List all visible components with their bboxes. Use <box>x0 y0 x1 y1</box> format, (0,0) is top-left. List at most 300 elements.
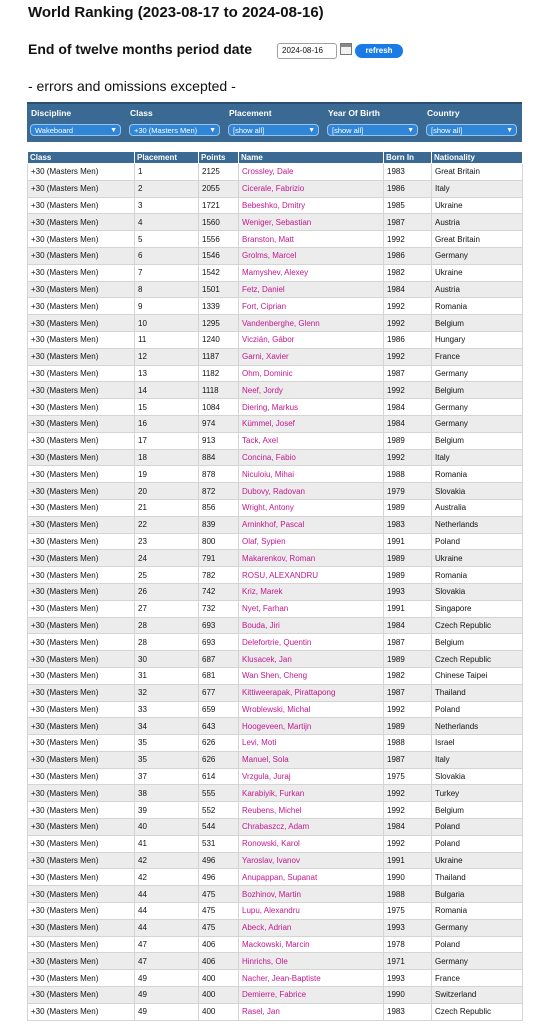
class-cell: +30 (Masters Men) <box>28 684 135 701</box>
points-cell: 1118 <box>199 382 239 399</box>
placement-cell: 7 <box>135 264 199 281</box>
placement-cell: 31 <box>135 667 199 684</box>
points-cell: 2055 <box>199 180 239 197</box>
nationality-cell: Italy <box>432 751 523 768</box>
class-cell: +30 (Masters Men) <box>28 634 135 651</box>
born-in-cell: 1984 <box>384 415 432 432</box>
points-cell: 643 <box>199 718 239 735</box>
table-header-row <box>28 152 523 164</box>
name-link[interactable]: Arninkhof, Pascal <box>239 516 384 533</box>
name-link[interactable]: Chrabaszcz, Adam <box>239 819 384 836</box>
table-row <box>28 987 523 1004</box>
born-in-cell: 1987 <box>384 751 432 768</box>
table-row <box>28 852 523 869</box>
class-select[interactable] <box>129 124 220 136</box>
points-cell: 884 <box>199 449 239 466</box>
nationality-cell: Australia <box>432 499 523 516</box>
class-cell: +30 (Masters Men) <box>28 298 135 315</box>
filter-label: Country <box>427 108 460 118</box>
class-cell: +30 (Masters Men) <box>28 382 135 399</box>
nationality-cell: Israel <box>432 735 523 752</box>
table-row <box>28 600 523 617</box>
name-link[interactable]: Bebeshko, Dmitry <box>239 197 384 214</box>
class-cell: +30 (Masters Men) <box>28 432 135 449</box>
nationality-cell: Switzerland <box>432 987 523 1004</box>
table-row <box>28 869 523 886</box>
name-link[interactable]: Anupappan, Supanat <box>239 869 384 886</box>
table-row <box>28 886 523 903</box>
name-link[interactable]: Hoogeveen, Martijn <box>239 718 384 735</box>
points-cell: 555 <box>199 785 239 802</box>
points-cell: 856 <box>199 499 239 516</box>
placement-cell: 44 <box>135 903 199 920</box>
name-link[interactable]: Viczián, Gábor <box>239 331 384 348</box>
table-row <box>28 583 523 600</box>
born-in-cell: 1992 <box>384 348 432 365</box>
born-in-cell: 1987 <box>384 684 432 701</box>
filter-label: Placement <box>229 108 272 118</box>
table-row <box>28 180 523 197</box>
table-row <box>28 768 523 785</box>
refresh-button[interactable]: refresh <box>355 44 403 58</box>
table-row <box>28 634 523 651</box>
nationality-cell: Poland <box>432 533 523 550</box>
nationality-cell: Romania <box>432 298 523 315</box>
points-cell: 693 <box>199 617 239 634</box>
born-in-cell: 1979 <box>384 483 432 500</box>
name-link[interactable]: Neef, Jordy <box>239 382 384 399</box>
born-in-cell: 1986 <box>384 180 432 197</box>
points-cell: 406 <box>199 953 239 970</box>
placement-cell: 20 <box>135 483 199 500</box>
placement-select[interactable] <box>228 124 319 136</box>
name-link[interactable]: Wright, Antony <box>239 499 384 516</box>
nationality-cell: Thailand <box>432 869 523 886</box>
class-cell: +30 (Masters Men) <box>28 399 135 416</box>
filter-label: Discipline <box>31 108 72 118</box>
points-cell: 659 <box>199 701 239 718</box>
filter-label: Class <box>130 108 153 118</box>
born-in-cell: 1987 <box>384 634 432 651</box>
select-value: [show all] <box>332 126 364 135</box>
nationality-cell: Czech Republic <box>432 651 523 668</box>
nationality-cell: Netherlands <box>432 516 523 533</box>
name-link[interactable]: Mamyshev, Alexey <box>239 264 384 281</box>
nationality-cell: Romania <box>432 567 523 584</box>
born-in-cell: 1992 <box>384 382 432 399</box>
nationality-cell: Turkey <box>432 785 523 802</box>
name-link[interactable]: Yaroslav, Ivanov <box>239 852 384 869</box>
name-link[interactable]: Fetz, Daniel <box>239 281 384 298</box>
placement-cell: 38 <box>135 785 199 802</box>
born-in-cell: 1991 <box>384 600 432 617</box>
placement-cell: 47 <box>135 936 199 953</box>
select-value: [show all] <box>233 126 265 135</box>
points-cell: 1546 <box>199 247 239 264</box>
name-link[interactable]: Ronowski, Karol <box>239 835 384 852</box>
name-link[interactable]: Hinrichs, Ole <box>239 953 384 970</box>
born-in-cell: 1971 <box>384 953 432 970</box>
nationality-cell: Poland <box>432 936 523 953</box>
nationality-cell: Ukraine <box>432 550 523 567</box>
born-in-cell: 1984 <box>384 281 432 298</box>
placement-cell: 1 <box>135 164 199 181</box>
born-in-cell: 1992 <box>384 785 432 802</box>
table-row <box>28 533 523 550</box>
class-cell: +30 (Masters Men) <box>28 231 135 248</box>
points-cell: 839 <box>199 516 239 533</box>
column-header-points[interactable]: Points <box>199 152 239 164</box>
table-row <box>28 331 523 348</box>
table-row <box>28 516 523 533</box>
class-cell: +30 (Masters Men) <box>28 936 135 953</box>
points-cell: 1560 <box>199 214 239 231</box>
class-cell: +30 (Masters Men) <box>28 667 135 684</box>
class-cell: +30 (Masters Men) <box>28 785 135 802</box>
born-in-cell: 1988 <box>384 886 432 903</box>
points-cell: 544 <box>199 819 239 836</box>
table-row <box>28 231 523 248</box>
born-in-cell: 1989 <box>384 499 432 516</box>
points-cell: 626 <box>199 735 239 752</box>
chevron-icon: ▼ <box>308 127 315 134</box>
class-cell: +30 (Masters Men) <box>28 768 135 785</box>
nationality-cell: Germany <box>432 415 523 432</box>
discipline-select[interactable] <box>30 124 121 136</box>
placement-cell: 27 <box>135 600 199 617</box>
table-row <box>28 214 523 231</box>
filter-class <box>130 108 153 118</box>
nationality-cell: Singapore <box>432 600 523 617</box>
table-row <box>28 936 523 953</box>
name-link[interactable]: Crossley, Dale <box>239 164 384 181</box>
nationality-cell: Bulgaria <box>432 886 523 903</box>
table-row <box>28 365 523 382</box>
class-cell: +30 (Masters Men) <box>28 802 135 819</box>
points-cell: 791 <box>199 550 239 567</box>
nationality-cell: Chinese Taipei <box>432 667 523 684</box>
errors-note: - errors and omissions excepted - <box>28 78 236 94</box>
table-row <box>28 701 523 718</box>
nationality-cell: Belgium <box>432 382 523 399</box>
nationality-cell: Great Britain <box>432 164 523 181</box>
points-cell: 1084 <box>199 399 239 416</box>
name-link[interactable]: Abeck, Adrian <box>239 919 384 936</box>
points-cell: 1187 <box>199 348 239 365</box>
name-link[interactable]: Kriz, Marek <box>239 583 384 600</box>
points-cell: 681 <box>199 667 239 684</box>
born-in-cell: 1984 <box>384 819 432 836</box>
name-link[interactable]: Garni, Xavier <box>239 348 384 365</box>
points-cell: 475 <box>199 886 239 903</box>
class-cell: +30 (Masters Men) <box>28 516 135 533</box>
class-cell: +30 (Masters Men) <box>28 751 135 768</box>
placement-cell: 4 <box>135 214 199 231</box>
placement-cell: 44 <box>135 886 199 903</box>
name-link[interactable]: Vrzgula, Juraj <box>239 768 384 785</box>
period-label: End of twelve months period date <box>28 41 253 57</box>
points-cell: 496 <box>199 852 239 869</box>
placement-cell: 2 <box>135 180 199 197</box>
nationality-cell: Italy <box>432 180 523 197</box>
class-cell: +30 (Masters Men) <box>28 331 135 348</box>
born-in-cell: 1989 <box>384 651 432 668</box>
nationality-cell: Ukraine <box>432 852 523 869</box>
nationality-cell: Germany <box>432 399 523 416</box>
table-row <box>28 819 523 836</box>
placement-cell: 18 <box>135 449 199 466</box>
chevron-icon: ▼ <box>407 127 414 134</box>
class-cell: +30 (Masters Men) <box>28 315 135 332</box>
column-header-born-in[interactable]: Born In <box>384 152 432 164</box>
points-cell: 626 <box>199 751 239 768</box>
placement-cell: 15 <box>135 399 199 416</box>
name-link[interactable]: Delefortrie, Quentin <box>239 634 384 651</box>
born-in-cell: 1982 <box>384 667 432 684</box>
table-row <box>28 466 523 483</box>
placement-cell: 35 <box>135 735 199 752</box>
points-cell: 742 <box>199 583 239 600</box>
name-link[interactable]: Olaf, Sypien <box>239 533 384 550</box>
born-in-cell: 1982 <box>384 264 432 281</box>
name-link[interactable]: Makarenkov, Roman <box>239 550 384 567</box>
name-link[interactable]: Manuel, Sola <box>239 751 384 768</box>
placement-cell: 19 <box>135 466 199 483</box>
table-row <box>28 802 523 819</box>
placement-cell: 24 <box>135 550 199 567</box>
points-cell: 782 <box>199 567 239 584</box>
placement-cell: 25 <box>135 567 199 584</box>
name-link[interactable]: Kümmel, Josef <box>239 415 384 432</box>
name-link[interactable]: Wroblewski, Michal <box>239 701 384 718</box>
class-cell: +30 (Masters Men) <box>28 869 135 886</box>
nationality-cell: Czech Republic <box>432 1003 523 1020</box>
name-link[interactable]: Niculoiu, Mihai <box>239 466 384 483</box>
column-header-name[interactable]: Name <box>239 152 384 164</box>
class-cell: +30 (Masters Men) <box>28 735 135 752</box>
placement-cell: 44 <box>135 919 199 936</box>
name-link[interactable]: Klusacek, Jan <box>239 651 384 668</box>
nationality-cell: Thailand <box>432 684 523 701</box>
points-cell: 400 <box>199 970 239 987</box>
filter-label: Year Of Birth <box>328 108 380 118</box>
placement-cell: 17 <box>135 432 199 449</box>
column-header-class[interactable]: Class <box>28 152 135 164</box>
period-date-input[interactable]: 2024-08-16 <box>277 43 337 59</box>
name-link[interactable]: Mackowski, Marcin <box>239 936 384 953</box>
nationality-cell: Belgium <box>432 432 523 449</box>
points-cell: 1721 <box>199 197 239 214</box>
table-row <box>28 835 523 852</box>
select-value: +30 (Masters Men) <box>134 126 198 135</box>
name-link[interactable]: Kittiweerapak, Pirattapong <box>239 684 384 701</box>
placement-cell: 3 <box>135 197 199 214</box>
name-link[interactable]: Weniger, Sebastian <box>239 214 384 231</box>
class-cell: +30 (Masters Men) <box>28 466 135 483</box>
born-in-cell: 1975 <box>384 768 432 785</box>
placement-cell: 30 <box>135 651 199 668</box>
name-link[interactable]: Lupu, Alexandru <box>239 903 384 920</box>
column-header-nationality[interactable]: Nationality <box>432 152 523 164</box>
name-link[interactable]: Wan Shen, Cheng <box>239 667 384 684</box>
placement-cell: 16 <box>135 415 199 432</box>
name-link[interactable]: Nacher, Jean-Baptiste <box>239 970 384 987</box>
points-cell: 677 <box>199 684 239 701</box>
table-row <box>28 298 523 315</box>
name-link[interactable]: Branston, Matt <box>239 231 384 248</box>
name-link[interactable]: ROSU, ALEXANDRU <box>239 567 384 584</box>
name-link[interactable]: Reubens, Michel <box>239 802 384 819</box>
name-link[interactable]: Nyet, Farhan <box>239 600 384 617</box>
nationality-cell: Italy <box>432 449 523 466</box>
name-link[interactable]: Bozhinov, Martin <box>239 886 384 903</box>
points-cell: 475 <box>199 903 239 920</box>
born-in-cell: 1986 <box>384 331 432 348</box>
class-cell: +30 (Masters Men) <box>28 819 135 836</box>
column-header-placement[interactable]: Placement <box>135 152 199 164</box>
born-in-cell: 1978 <box>384 936 432 953</box>
nationality-cell: Germany <box>432 919 523 936</box>
nationality-cell: Poland <box>432 819 523 836</box>
nationality-cell: Slovakia <box>432 583 523 600</box>
name-link[interactable]: Tack, Axel <box>239 432 384 449</box>
points-cell: 1295 <box>199 315 239 332</box>
points-cell: 552 <box>199 802 239 819</box>
nationality-cell: Belgium <box>432 315 523 332</box>
class-cell: +30 (Masters Men) <box>28 164 135 181</box>
name-link[interactable]: Vandenberghe, Glenn <box>239 315 384 332</box>
points-cell: 974 <box>199 415 239 432</box>
nationality-cell: Slovakia <box>432 483 523 500</box>
born-in-cell: 1984 <box>384 399 432 416</box>
placement-cell: 8 <box>135 281 199 298</box>
born-in-cell: 1993 <box>384 919 432 936</box>
table-row <box>28 919 523 936</box>
name-link[interactable]: Grolms, Marcel <box>239 247 384 264</box>
table-row <box>28 499 523 516</box>
placement-cell: 37 <box>135 768 199 785</box>
placement-cell: 28 <box>135 634 199 651</box>
born-in-cell: 1991 <box>384 533 432 550</box>
nationality-cell: Hungary <box>432 331 523 348</box>
nationality-cell: Ukraine <box>432 197 523 214</box>
placement-cell: 47 <box>135 953 199 970</box>
year-of-birth-select[interactable] <box>327 124 418 136</box>
points-cell: 475 <box>199 919 239 936</box>
table-row <box>28 567 523 584</box>
table-row <box>28 432 523 449</box>
points-cell: 913 <box>199 432 239 449</box>
class-cell: +30 (Masters Men) <box>28 583 135 600</box>
table-row <box>28 970 523 987</box>
placement-cell: 33 <box>135 701 199 718</box>
points-cell: 400 <box>199 1003 239 1020</box>
born-in-cell: 1993 <box>384 583 432 600</box>
born-in-cell: 1992 <box>384 802 432 819</box>
placement-cell: 28 <box>135 617 199 634</box>
points-cell: 1501 <box>199 281 239 298</box>
points-cell: 1542 <box>199 264 239 281</box>
class-cell: +30 (Masters Men) <box>28 264 135 281</box>
placement-cell: 6 <box>135 247 199 264</box>
born-in-cell: 1992 <box>384 835 432 852</box>
name-link[interactable]: Demierre, Fabrice <box>239 987 384 1004</box>
born-in-cell: 1989 <box>384 718 432 735</box>
ranking-table <box>27 151 523 1021</box>
name-link[interactable]: Karabiyik, Furkan <box>239 785 384 802</box>
nationality-cell: Germany <box>432 247 523 264</box>
page-title: World Ranking (2023-08-17 to 2024-08-16) <box>28 4 324 21</box>
born-in-cell: 1986 <box>384 247 432 264</box>
born-in-cell: 1989 <box>384 550 432 567</box>
points-cell: 878 <box>199 466 239 483</box>
born-in-cell: 1992 <box>384 449 432 466</box>
born-in-cell: 1990 <box>384 987 432 1004</box>
country-select[interactable] <box>426 124 517 136</box>
name-link[interactable]: Fort, Ciprian <box>239 298 384 315</box>
nationality-cell: France <box>432 970 523 987</box>
placement-cell: 21 <box>135 499 199 516</box>
table-row <box>28 785 523 802</box>
name-link[interactable]: Concina, Fabio <box>239 449 384 466</box>
placement-cell: 10 <box>135 315 199 332</box>
placement-cell: 5 <box>135 231 199 248</box>
name-link[interactable]: Diering, Markus <box>239 399 384 416</box>
class-cell: +30 (Masters Men) <box>28 919 135 936</box>
placement-cell: 12 <box>135 348 199 365</box>
born-in-cell: 1984 <box>384 617 432 634</box>
nationality-cell: Romania <box>432 466 523 483</box>
table-row <box>28 264 523 281</box>
placement-cell: 32 <box>135 684 199 701</box>
table-row <box>28 415 523 432</box>
placement-cell: 23 <box>135 533 199 550</box>
name-link[interactable]: Dubovy, Radovan <box>239 483 384 500</box>
table-row <box>28 281 523 298</box>
calendar-icon[interactable] <box>340 43 352 55</box>
class-cell: +30 (Masters Men) <box>28 247 135 264</box>
born-in-cell: 1993 <box>384 970 432 987</box>
table-row <box>28 953 523 970</box>
name-link[interactable]: Rasel, Jan <box>239 1003 384 1020</box>
name-link[interactable]: Ohm, Dominic <box>239 365 384 382</box>
class-cell: +30 (Masters Men) <box>28 886 135 903</box>
name-link[interactable]: Cicerale, Fabrizio <box>239 180 384 197</box>
born-in-cell: 1983 <box>384 164 432 181</box>
table-row <box>28 1003 523 1020</box>
class-cell: +30 (Masters Men) <box>28 281 135 298</box>
class-cell: +30 (Masters Men) <box>28 953 135 970</box>
name-link[interactable]: Bouda, Jiri <box>239 617 384 634</box>
born-in-cell: 1983 <box>384 516 432 533</box>
placement-cell: 14 <box>135 382 199 399</box>
placement-cell: 22 <box>135 516 199 533</box>
table-row <box>28 684 523 701</box>
points-cell: 800 <box>199 533 239 550</box>
born-in-cell: 1987 <box>384 214 432 231</box>
name-link[interactable]: Levi, Moti <box>239 735 384 752</box>
select-value: [show all] <box>431 126 463 135</box>
class-cell: +30 (Masters Men) <box>28 852 135 869</box>
class-cell: +30 (Masters Men) <box>28 718 135 735</box>
placement-cell: 11 <box>135 331 199 348</box>
born-in-cell: 1988 <box>384 735 432 752</box>
placement-cell: 49 <box>135 987 199 1004</box>
nationality-cell: Poland <box>432 701 523 718</box>
nationality-cell: Germany <box>432 365 523 382</box>
born-in-cell: 1983 <box>384 1003 432 1020</box>
nationality-cell: Slovakia <box>432 768 523 785</box>
